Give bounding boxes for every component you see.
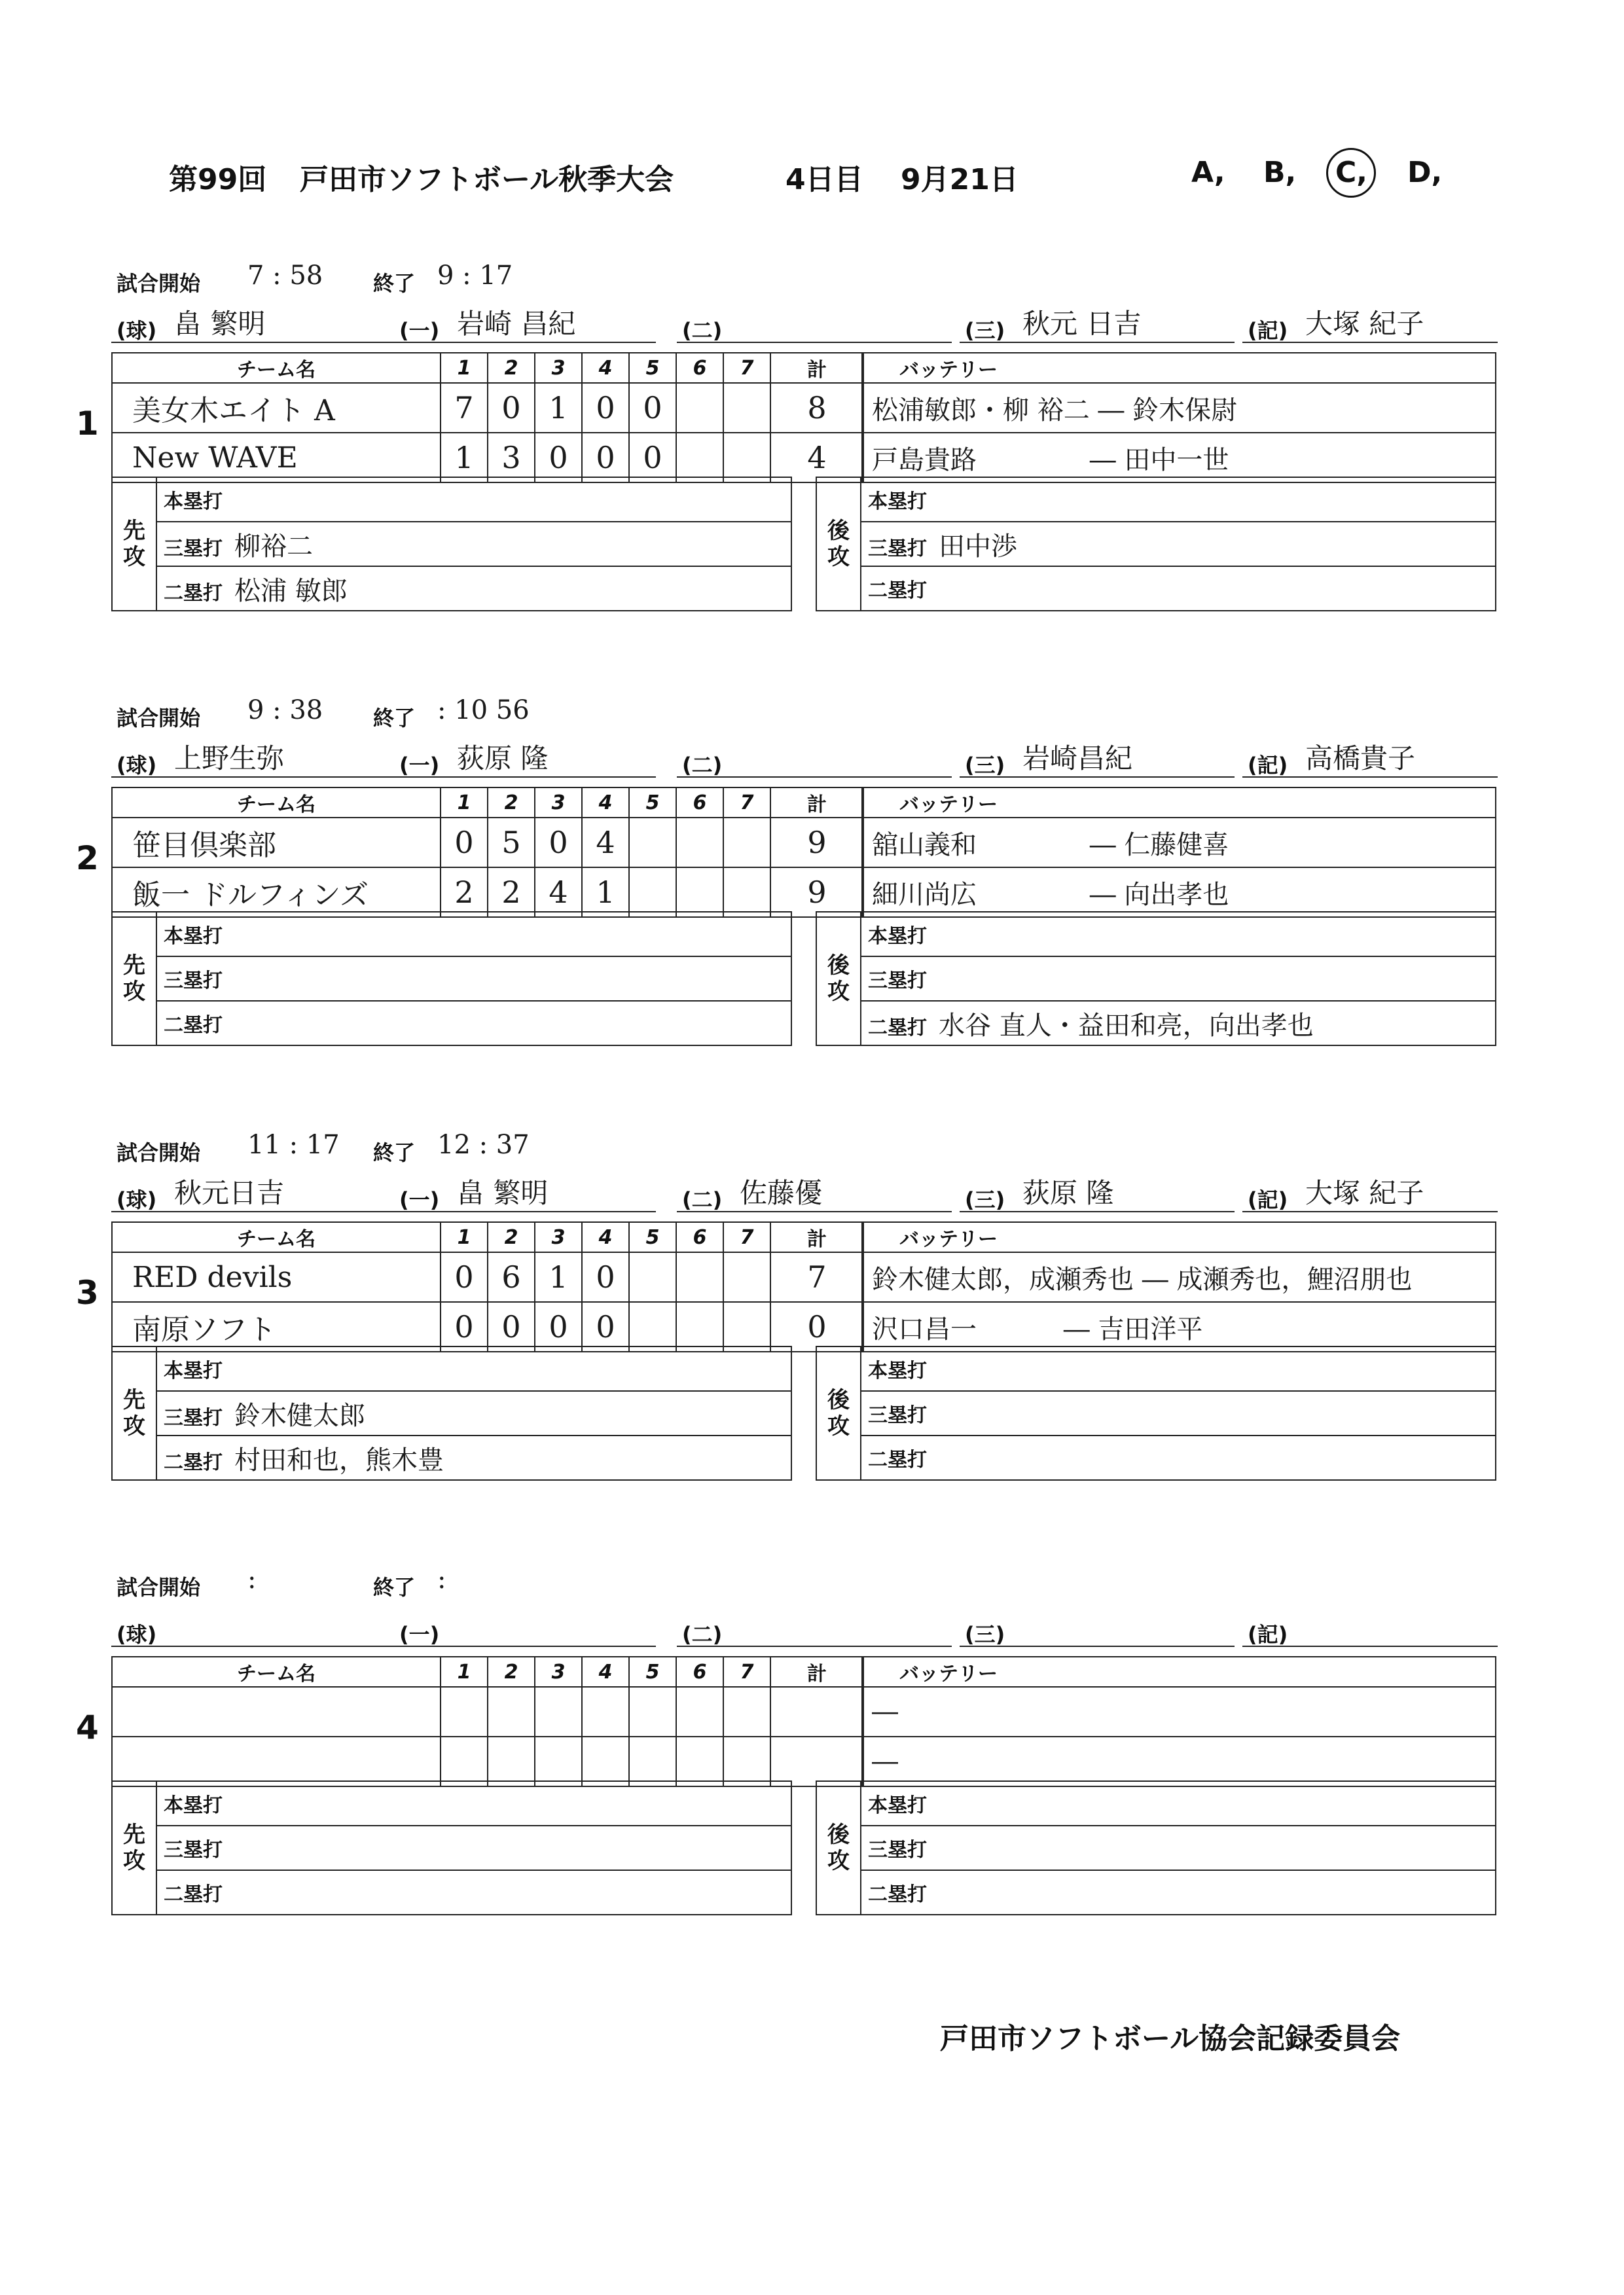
inning-score — [676, 433, 723, 482]
inning-score: 0 — [441, 1302, 488, 1352]
inning-score — [629, 1302, 676, 1352]
inning-score: 7 — [441, 383, 488, 433]
inning-score — [676, 867, 723, 917]
end-time: 12 : 37 — [437, 1130, 530, 1160]
triple-label: 三塁打 — [164, 1406, 223, 1430]
attack-side-label: 後 攻 — [816, 1781, 861, 1915]
inning-score: 0 — [582, 1252, 629, 1302]
inning-score — [723, 867, 770, 917]
total-score: 0 — [770, 1302, 863, 1352]
umpire-second: (二) — [677, 300, 952, 343]
inning-score: 0 — [582, 1302, 629, 1352]
umpire-third: (三) 岩崎昌紀 — [960, 734, 1235, 778]
battery-entry: 沢口昌一 ― 吉田洋平 — [862, 1302, 1496, 1352]
hr-label: 本塁打 — [868, 490, 927, 513]
team-name: 美女木エイト A — [112, 383, 441, 433]
hits-table-first — [111, 1346, 792, 1481]
game-number: 2 — [76, 839, 99, 877]
battery-header: バッテリー — [862, 787, 1496, 818]
hr-label: 本塁打 — [868, 1360, 927, 1382]
inning-score — [535, 1737, 582, 1786]
recorder: (記) — [1242, 1604, 1498, 1647]
triple-label: 三塁打 — [868, 1839, 927, 1862]
battery-table — [861, 352, 1496, 483]
triple-label: 三塁打 — [868, 969, 927, 992]
umpire-third: (三) 秋元 日吉 — [960, 300, 1235, 343]
inning-score — [629, 1252, 676, 1302]
grade-d: D, — [1407, 156, 1443, 189]
score-row — [112, 1252, 863, 1302]
inning-score: 0 — [535, 433, 582, 482]
battery-table — [861, 787, 1496, 918]
umpire-second: (二) 佐藤優 — [677, 1169, 952, 1212]
inning-header: 6 — [676, 353, 723, 383]
scoreboard — [111, 787, 864, 918]
umpire-second: (二) — [677, 1604, 952, 1647]
inning-header: 7 — [723, 1657, 770, 1687]
umpire-first: (一) 荻原 隆 — [394, 734, 656, 778]
start-label: 試合開始 — [117, 706, 201, 731]
inning-header: 5 — [629, 353, 676, 383]
total-score: 7 — [770, 1252, 863, 1302]
hr-label: 本塁打 — [868, 925, 927, 948]
start-time: 7 : 58 — [247, 261, 323, 291]
battery-entry: 細川尚広 ― 向出孝也 — [862, 867, 1496, 917]
start-time: : — [247, 1564, 257, 1595]
score-row — [112, 1302, 863, 1352]
inning-header: 7 — [723, 787, 770, 818]
team-name: 笹目倶楽部 — [112, 818, 441, 867]
inning-score: 4 — [582, 818, 629, 867]
umpire-first: (一) — [394, 1604, 656, 1647]
inning-score — [488, 1687, 535, 1737]
team-name: 飯一 ドルフィンズ — [112, 867, 441, 917]
attack-side-label: 先 攻 — [112, 912, 156, 1045]
end-label: 終了 — [373, 1140, 416, 1165]
inning-header: 5 — [629, 1657, 676, 1687]
inning-header: 3 — [535, 1222, 582, 1252]
triple-value: 田中渉 — [939, 531, 1017, 562]
hr-label: 本塁打 — [164, 490, 223, 513]
total-score: 9 — [770, 867, 863, 917]
inning-score: 1 — [582, 867, 629, 917]
inning-header: 5 — [629, 787, 676, 818]
inning-score: 0 — [441, 818, 488, 867]
inning-score — [676, 1737, 723, 1786]
inning-score — [629, 1687, 676, 1737]
end-time: 9 : 17 — [437, 261, 513, 291]
inning-score: 1 — [535, 383, 582, 433]
umpire-third: (三) 荻原 隆 — [960, 1169, 1235, 1212]
score-row — [112, 383, 863, 433]
inning-header: 4 — [582, 787, 629, 818]
hr-label: 本塁打 — [164, 1794, 223, 1817]
double-label: 二塁打 — [868, 579, 927, 602]
inning-score — [629, 818, 676, 867]
inning-header: 3 — [535, 353, 582, 383]
inning-score — [441, 1687, 488, 1737]
inning-score — [676, 818, 723, 867]
double-label: 二塁打 — [868, 1449, 927, 1472]
double-label: 二塁打 — [164, 1883, 223, 1906]
attack-side-label: 先 攻 — [112, 477, 156, 611]
hits-table-second — [816, 1346, 1496, 1481]
battery-entry: 鈴木健太郎，成瀬秀也 ― 成瀬秀也，鯉沼朋也 — [862, 1252, 1496, 1302]
inning-score — [723, 1737, 770, 1786]
umpire-row — [111, 1604, 1506, 1650]
game-block — [0, 1130, 1624, 1555]
hits-table-first — [111, 477, 792, 611]
battery-entry: 舘山義和 ― 仁藤健喜 — [862, 818, 1496, 867]
battery-entry: ― — [862, 1687, 1496, 1737]
umpire-row — [111, 300, 1506, 346]
tournament-title: 戸田市ソフトボール秋季大会 — [300, 163, 674, 196]
inning-header: 1 — [441, 1222, 488, 1252]
inning-score: 0 — [629, 433, 676, 482]
inning-header: 7 — [723, 353, 770, 383]
inning-header: 5 — [629, 1222, 676, 1252]
inning-score — [535, 1687, 582, 1737]
start-label: 試合開始 — [117, 271, 201, 296]
triple-value: 鈴木健太郎 — [234, 1400, 365, 1431]
edition: 第99回 — [169, 163, 267, 196]
inning-header: 6 — [676, 1222, 723, 1252]
inning-score — [488, 1737, 535, 1786]
inning-score: 0 — [488, 383, 535, 433]
team-name-header: チーム名 — [112, 1657, 441, 1687]
grade-c-circled: C, — [1335, 156, 1368, 189]
battery-entry: 松浦敏郎・柳 裕二 ― 鈴木保尉 — [862, 383, 1496, 433]
game-number: 1 — [76, 405, 99, 443]
attack-side-label: 後 攻 — [816, 912, 861, 1045]
team-name-header: チーム名 — [112, 787, 441, 818]
inning-score: 0 — [488, 1302, 535, 1352]
inning-score — [723, 433, 770, 482]
inning-score: 1 — [535, 1252, 582, 1302]
inning-score — [629, 1737, 676, 1786]
recorder: (記) 高橋貴子 — [1242, 734, 1498, 778]
inning-header: 1 — [441, 353, 488, 383]
inning-score: 4 — [535, 867, 582, 917]
team-name: New WAVE — [112, 433, 441, 482]
hits-table-first — [111, 911, 792, 1046]
tournament-day: 4日目 — [785, 163, 863, 196]
total-header: 計 — [770, 787, 863, 818]
inning-header: 2 — [488, 1222, 535, 1252]
team-name — [112, 1737, 441, 1786]
total-score: 9 — [770, 818, 863, 867]
battery-table — [861, 1221, 1496, 1352]
inning-score — [676, 1252, 723, 1302]
grade-a: A, — [1191, 156, 1225, 189]
team-name-header: チーム名 — [112, 1222, 441, 1252]
battery-table — [861, 1656, 1496, 1787]
hits-table-second — [816, 477, 1496, 611]
tournament-date: 9月21日 — [901, 163, 1019, 196]
triple-label: 三塁打 — [164, 537, 223, 560]
game-block — [0, 1564, 1624, 1990]
total-header: 計 — [770, 353, 863, 383]
battery-header: バッテリー — [862, 353, 1496, 383]
inning-header: 1 — [441, 1657, 488, 1687]
hr-label: 本塁打 — [164, 925, 223, 948]
umpire-row — [111, 1169, 1506, 1215]
total-score — [770, 1737, 863, 1786]
inning-score: 6 — [488, 1252, 535, 1302]
score-row — [112, 818, 863, 867]
score-row — [112, 1737, 863, 1786]
double-label: 二塁打 — [868, 1883, 927, 1906]
game-number: 3 — [76, 1274, 99, 1312]
total-score: 8 — [770, 383, 863, 433]
end-label: 終了 — [373, 1575, 416, 1600]
inning-header: 4 — [582, 1657, 629, 1687]
triple-label: 三塁打 — [868, 1404, 927, 1427]
inning-score: 1 — [441, 433, 488, 482]
scoreboard — [111, 352, 864, 483]
score-row — [112, 1687, 863, 1737]
start-label: 試合開始 — [117, 1575, 201, 1600]
end-label: 終了 — [373, 706, 416, 731]
battery-entry: 戸島貴路 ― 田中一世 — [862, 433, 1496, 482]
team-name: 南原ソフト — [112, 1302, 441, 1352]
hr-label: 本塁打 — [868, 1794, 927, 1817]
team-name: RED devils — [112, 1252, 441, 1302]
attack-side-label: 後 攻 — [816, 1346, 861, 1480]
umpire-first: (一) 畠 繁明 — [394, 1169, 656, 1212]
triple-value: 柳裕二 — [234, 531, 313, 562]
inning-score: 2 — [441, 867, 488, 917]
inning-score — [723, 1687, 770, 1737]
inning-score: 2 — [488, 867, 535, 917]
double-value: 松浦 敏郎 — [234, 575, 348, 606]
start-label: 試合開始 — [117, 1140, 201, 1165]
double-value: 水谷 直人・益田和亮，向出孝也 — [939, 1010, 1314, 1041]
score-row — [112, 433, 863, 482]
double-label: 二塁打 — [164, 1451, 223, 1474]
attack-side-label: 先 攻 — [112, 1346, 156, 1480]
umpire-first: (一) 岩崎 昌紀 — [394, 300, 656, 343]
inning-header: 3 — [535, 1657, 582, 1687]
inning-header: 4 — [582, 353, 629, 383]
triple-label: 三塁打 — [164, 969, 223, 992]
inning-header: 4 — [582, 1222, 629, 1252]
inning-score: 0 — [629, 383, 676, 433]
battery-entry: ― — [862, 1737, 1496, 1786]
total-header: 計 — [770, 1222, 863, 1252]
hits-table-second — [816, 1780, 1496, 1915]
inning-score: 0 — [535, 1302, 582, 1352]
inning-score: 0 — [535, 818, 582, 867]
attack-side-label: 先 攻 — [112, 1781, 156, 1915]
double-label: 二塁打 — [868, 1016, 927, 1039]
inning-score — [582, 1687, 629, 1737]
umpire-ball: (球) 秋元日吉 — [111, 1169, 419, 1212]
double-value: 村田和也，熊木豊 — [234, 1445, 444, 1475]
game-block — [0, 261, 1624, 686]
footer-committee: 戸田市ソフトボール協会記録委員会 — [940, 2022, 1401, 2055]
inning-score — [723, 1302, 770, 1352]
inning-header: 6 — [676, 787, 723, 818]
recorder: (記) 大塚 紀子 — [1242, 1169, 1498, 1212]
game-number: 4 — [76, 1708, 99, 1746]
umpire-third: (三) — [960, 1604, 1235, 1647]
double-label: 二塁打 — [164, 1014, 223, 1037]
umpire-row — [111, 734, 1506, 780]
umpire-ball: (球) 畠 繁明 — [111, 300, 419, 343]
total-header: 計 — [770, 1657, 863, 1687]
hits-table-second — [816, 911, 1496, 1046]
hits-table-first — [111, 1780, 792, 1915]
inning-score — [629, 867, 676, 917]
inning-header: 7 — [723, 1222, 770, 1252]
umpire-ball: (球) 上野生弥 — [111, 734, 419, 778]
inning-header: 6 — [676, 1657, 723, 1687]
inning-score: 0 — [582, 383, 629, 433]
triple-label: 三塁打 — [868, 537, 927, 560]
inning-score — [676, 1302, 723, 1352]
end-label: 終了 — [373, 271, 416, 296]
umpire-ball: (球) — [111, 1604, 419, 1647]
inning-score — [723, 383, 770, 433]
inning-score — [582, 1737, 629, 1786]
inning-score — [441, 1737, 488, 1786]
inning-score: 0 — [582, 433, 629, 482]
inning-header: 2 — [488, 353, 535, 383]
end-time: : 10 56 — [437, 695, 530, 725]
inning-header: 2 — [488, 787, 535, 818]
score-row — [112, 867, 863, 917]
total-score: 4 — [770, 433, 863, 482]
inning-score — [676, 1687, 723, 1737]
inning-score — [723, 1252, 770, 1302]
inning-header: 2 — [488, 1657, 535, 1687]
inning-header: 3 — [535, 787, 582, 818]
team-name-header: チーム名 — [112, 353, 441, 383]
recorder: (記) 大塚 紀子 — [1242, 300, 1498, 343]
inning-score — [723, 818, 770, 867]
hr-label: 本塁打 — [164, 1360, 223, 1382]
start-time: 9 : 38 — [247, 695, 323, 725]
double-label: 二塁打 — [164, 581, 223, 605]
battery-header: バッテリー — [862, 1657, 1496, 1687]
total-score — [770, 1687, 863, 1737]
scoreboard — [111, 1221, 864, 1352]
end-time: : — [437, 1564, 446, 1595]
start-time: 11 : 17 — [247, 1130, 340, 1160]
game-block — [0, 695, 1624, 1121]
grade-b: B, — [1263, 156, 1297, 189]
inning-score: 5 — [488, 818, 535, 867]
scoreboard — [111, 1656, 864, 1787]
inning-score: 3 — [488, 433, 535, 482]
battery-header: バッテリー — [862, 1222, 1496, 1252]
triple-label: 三塁打 — [164, 1839, 223, 1862]
inning-score — [676, 383, 723, 433]
team-name — [112, 1687, 441, 1737]
attack-side-label: 後 攻 — [816, 477, 861, 611]
inning-score: 0 — [441, 1252, 488, 1302]
inning-header: 1 — [441, 787, 488, 818]
umpire-second: (二) — [677, 734, 952, 778]
